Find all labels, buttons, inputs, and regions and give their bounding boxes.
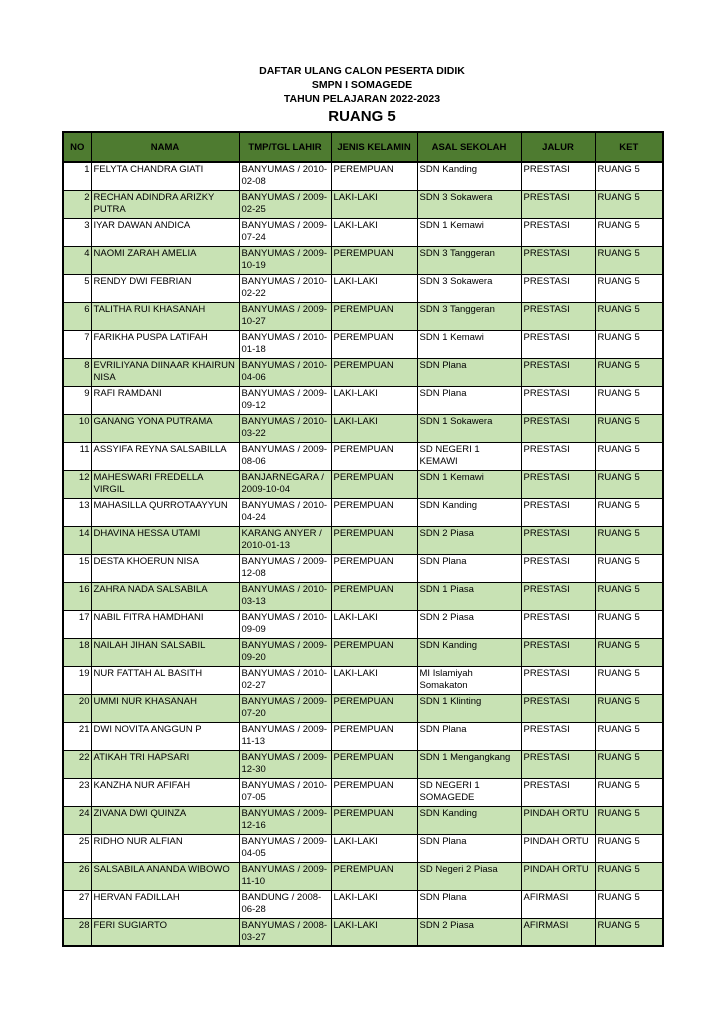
cell-jalur: AFIRMASI <box>521 890 595 918</box>
cell-tmp-tgl-lahir: BANYUMAS / 2009-12-16 <box>239 806 331 834</box>
cell-nama: RENDY DWI FEBRIAN <box>91 274 239 302</box>
cell-jalur: PRESTASI <box>521 498 595 526</box>
cell-ket: RUANG 5 <box>595 498 663 526</box>
cell-jenis-kelamin: PEREMPUAN <box>331 806 417 834</box>
cell-tmp-tgl-lahir: BANYUMAS / 2010-09-09 <box>239 610 331 638</box>
cell-asal-sekolah: SD NEGERI 1 KEMAWI <box>417 442 521 470</box>
cell-ket: RUANG 5 <box>595 918 663 946</box>
cell-ket: RUANG 5 <box>595 218 663 246</box>
cell-ket: RUANG 5 <box>595 834 663 862</box>
table-row <box>63 330 663 358</box>
cell-jenis-kelamin: PEREMPUAN <box>331 638 417 666</box>
cell-jenis-kelamin: PEREMPUAN <box>331 554 417 582</box>
cell-no: 1 <box>63 162 91 190</box>
cell-no: 24 <box>63 806 91 834</box>
cell-tmp-tgl-lahir: BANJARNEGARA / 2009-10-04 <box>239 470 331 498</box>
cell-tmp-tgl-lahir: BANYUMAS / 2009-09-12 <box>239 386 331 414</box>
cell-jenis-kelamin: LAKI-LAKI <box>331 890 417 918</box>
cell-tmp-tgl-lahir: BANYUMAS / 2010-01-18 <box>239 330 331 358</box>
cell-no: 26 <box>63 862 91 890</box>
cell-jenis-kelamin: LAKI-LAKI <box>331 190 417 218</box>
cell-tmp-tgl-lahir: BANYUMAS / 2009-11-13 <box>239 722 331 750</box>
cell-jalur: PRESTASI <box>521 778 595 806</box>
cell-tmp-tgl-lahir: BANYUMAS / 2009-10-19 <box>239 246 331 274</box>
table-row <box>63 162 663 190</box>
academic-year: TAHUN PELAJARAN 2022-2023 <box>283 93 441 105</box>
cell-no: 17 <box>63 610 91 638</box>
cell-asal-sekolah: SDN Kanding <box>417 638 521 666</box>
column-header-nama: NAMA <box>91 132 239 162</box>
table-row <box>63 862 663 890</box>
cell-jenis-kelamin: PEREMPUAN <box>331 750 417 778</box>
table-row <box>63 778 663 806</box>
cell-no: 13 <box>63 498 91 526</box>
cell-tmp-tgl-lahir: BANYUMAS / 2009-02-25 <box>239 190 331 218</box>
cell-ket: RUANG 5 <box>595 582 663 610</box>
cell-asal-sekolah: SDN Plana <box>417 358 521 386</box>
cell-nama: DHAVINA HESSA UTAMI <box>91 526 239 554</box>
cell-tmp-tgl-lahir: BANYUMAS / 2010-03-13 <box>239 582 331 610</box>
cell-ket: RUANG 5 <box>595 526 663 554</box>
cell-asal-sekolah: SDN 1 Piasa <box>417 582 521 610</box>
table-row <box>63 582 663 610</box>
cell-nama: SALSABILA ANANDA WIBOWO <box>91 862 239 890</box>
cell-ket: RUANG 5 <box>595 358 663 386</box>
room-label: RUANG 5 <box>328 108 396 125</box>
cell-jalur: PINDAH ORTU <box>521 806 595 834</box>
cell-ket: RUANG 5 <box>595 414 663 442</box>
title-block <box>0 64 724 126</box>
table-header-row <box>63 132 663 162</box>
students-table <box>62 131 664 947</box>
cell-tmp-tgl-lahir: KARANG ANYER / 2010-01-13 <box>239 526 331 554</box>
cell-no: 14 <box>63 526 91 554</box>
cell-no: 16 <box>63 582 91 610</box>
cell-ket: RUANG 5 <box>595 750 663 778</box>
cell-nama: ASSYIFA REYNA SALSABILLA <box>91 442 239 470</box>
cell-asal-sekolah: SDN 2 Piasa <box>417 610 521 638</box>
cell-no: 21 <box>63 722 91 750</box>
cell-jenis-kelamin: PEREMPUAN <box>331 694 417 722</box>
cell-nama: RAFI RAMDANI <box>91 386 239 414</box>
cell-nama: TALITHA RUI KHASANAH <box>91 302 239 330</box>
cell-tmp-tgl-lahir: BANYUMAS / 2008-03-27 <box>239 918 331 946</box>
table-row <box>63 666 663 694</box>
cell-ket: RUANG 5 <box>595 274 663 302</box>
table-row <box>63 890 663 918</box>
cell-no: 27 <box>63 890 91 918</box>
cell-tmp-tgl-lahir: BANYUMAS / 2010-02-22 <box>239 274 331 302</box>
cell-tmp-tgl-lahir: BANYUMAS / 2009-09-20 <box>239 638 331 666</box>
school-name: SMPN I SOMAGEDE <box>311 79 413 91</box>
cell-nama: FARIKHA PUSPA LATIFAH <box>91 330 239 358</box>
cell-asal-sekolah: SDN Kanding <box>417 162 521 190</box>
cell-tmp-tgl-lahir: BANYUMAS / 2010-02-08 <box>239 162 331 190</box>
table-row <box>63 386 663 414</box>
table-row <box>63 470 663 498</box>
table-row <box>63 638 663 666</box>
cell-jalur: PRESTASI <box>521 666 595 694</box>
cell-ket: RUANG 5 <box>595 302 663 330</box>
cell-tmp-tgl-lahir: BANYUMAS / 2010-04-24 <box>239 498 331 526</box>
cell-jalur: PRESTASI <box>521 330 595 358</box>
cell-asal-sekolah: SDN 3 Sokawera <box>417 274 521 302</box>
cell-jalur: PRESTASI <box>521 386 595 414</box>
cell-asal-sekolah: SDN 3 Tanggeran <box>417 302 521 330</box>
cell-no: 4 <box>63 246 91 274</box>
cell-asal-sekolah: SDN 1 Sokawera <box>417 414 521 442</box>
cell-asal-sekolah: SDN 2 Piasa <box>417 918 521 946</box>
cell-jalur: PRESTASI <box>521 554 595 582</box>
cell-ket: RUANG 5 <box>595 638 663 666</box>
cell-no: 5 <box>63 274 91 302</box>
cell-nama: IYAR DAWAN ANDICA <box>91 218 239 246</box>
cell-asal-sekolah: SDN 1 Kemawi <box>417 330 521 358</box>
cell-tmp-tgl-lahir: BANYUMAS / 2009-07-24 <box>239 218 331 246</box>
cell-tmp-tgl-lahir: BANYUMAS / 2009-11-10 <box>239 862 331 890</box>
cell-nama: NAILAH JIHAN SALSABIL <box>91 638 239 666</box>
cell-asal-sekolah: SDN Plana <box>417 722 521 750</box>
cell-nama: NABIL FITRA HAMDHANI <box>91 610 239 638</box>
cell-jalur: PRESTASI <box>521 638 595 666</box>
document-title: DAFTAR ULANG CALON PESERTA DIDIK <box>259 65 465 77</box>
cell-jenis-kelamin: LAKI-LAKI <box>331 274 417 302</box>
cell-jalur: PRESTASI <box>521 414 595 442</box>
table-row <box>63 526 663 554</box>
cell-asal-sekolah: SDN Plana <box>417 890 521 918</box>
cell-jenis-kelamin: PEREMPUAN <box>331 330 417 358</box>
cell-ket: RUANG 5 <box>595 722 663 750</box>
cell-jenis-kelamin: PEREMPUAN <box>331 526 417 554</box>
cell-asal-sekolah: SD NEGERI 1 SOMAGEDE <box>417 778 521 806</box>
column-header-asal-sekolah: ASAL SEKOLAH <box>417 132 521 162</box>
cell-nama: MAHASILLA QURROTAAYYUN <box>91 498 239 526</box>
table-row <box>63 554 663 582</box>
table-body <box>63 162 663 946</box>
cell-jalur: AFIRMASI <box>521 918 595 946</box>
cell-jalur: PRESTASI <box>521 190 595 218</box>
cell-jalur: PRESTASI <box>521 722 595 750</box>
cell-asal-sekolah: SDN 2 Piasa <box>417 526 521 554</box>
cell-jenis-kelamin: PEREMPUAN <box>331 246 417 274</box>
cell-jalur: PRESTASI <box>521 246 595 274</box>
cell-ket: RUANG 5 <box>595 610 663 638</box>
cell-jenis-kelamin: PEREMPUAN <box>331 862 417 890</box>
cell-jenis-kelamin: LAKI-LAKI <box>331 610 417 638</box>
cell-jalur: PRESTASI <box>521 358 595 386</box>
cell-nama: ATIKAH TRI HAPSARI <box>91 750 239 778</box>
cell-ket: RUANG 5 <box>595 554 663 582</box>
cell-nama: FELYTA CHANDRA GIATI <box>91 162 239 190</box>
table-row <box>63 274 663 302</box>
cell-jalur: PRESTASI <box>521 274 595 302</box>
cell-nama: ZAHRA NADA SALSABILA <box>91 582 239 610</box>
cell-no: 28 <box>63 918 91 946</box>
cell-jenis-kelamin: LAKI-LAKI <box>331 414 417 442</box>
cell-asal-sekolah: SDN 1 Kemawi <box>417 470 521 498</box>
cell-ket: RUANG 5 <box>595 442 663 470</box>
cell-ket: RUANG 5 <box>595 806 663 834</box>
cell-tmp-tgl-lahir: BANYUMAS / 2009-10-27 <box>239 302 331 330</box>
cell-nama: MAHESWARI FREDELLA VIRGIL <box>91 470 239 498</box>
table-row <box>63 610 663 638</box>
cell-no: 2 <box>63 190 91 218</box>
cell-tmp-tgl-lahir: BANDUNG / 2008-06-28 <box>239 890 331 918</box>
cell-jalur: PRESTASI <box>521 218 595 246</box>
cell-ket: RUANG 5 <box>595 890 663 918</box>
cell-jenis-kelamin: PEREMPUAN <box>331 302 417 330</box>
cell-ket: RUANG 5 <box>595 694 663 722</box>
column-header-ket: KET <box>595 132 663 162</box>
cell-nama: RECHAN ADINDRA ARIZKY PUTRA <box>91 190 239 218</box>
cell-asal-sekolah: SDN 3 Sokawera <box>417 190 521 218</box>
cell-ket: RUANG 5 <box>595 862 663 890</box>
cell-jalur: PRESTASI <box>521 302 595 330</box>
table-row <box>63 750 663 778</box>
cell-jenis-kelamin: LAKI-LAKI <box>331 666 417 694</box>
cell-jenis-kelamin: LAKI-LAKI <box>331 834 417 862</box>
cell-nama: UMMI NUR KHASANAH <box>91 694 239 722</box>
table-row <box>63 302 663 330</box>
cell-no: 3 <box>63 218 91 246</box>
cell-nama: NAOMI ZARAH AMELIA <box>91 246 239 274</box>
cell-jenis-kelamin: LAKI-LAKI <box>331 918 417 946</box>
table-row <box>63 358 663 386</box>
cell-jenis-kelamin: PEREMPUAN <box>331 722 417 750</box>
cell-ket: RUANG 5 <box>595 386 663 414</box>
cell-no: 10 <box>63 414 91 442</box>
cell-asal-sekolah: SDN 3 Tanggeran <box>417 246 521 274</box>
table-row <box>63 834 663 862</box>
cell-tmp-tgl-lahir: BANYUMAS / 2010-07-05 <box>239 778 331 806</box>
cell-nama: DESTA KHOERUN NISA <box>91 554 239 582</box>
cell-nama: EVRILIYANA DIINAAR KHAIRUN NISA <box>91 358 239 386</box>
table-row <box>63 190 663 218</box>
cell-jenis-kelamin: PEREMPUAN <box>331 582 417 610</box>
cell-asal-sekolah: SDN Plana <box>417 554 521 582</box>
cell-nama: ZIVANA DWI QUINZA <box>91 806 239 834</box>
cell-jalur: PRESTASI <box>521 442 595 470</box>
cell-no: 9 <box>63 386 91 414</box>
cell-asal-sekolah: SDN Plana <box>417 834 521 862</box>
cell-jenis-kelamin: PEREMPUAN <box>331 470 417 498</box>
table-row <box>63 694 663 722</box>
cell-tmp-tgl-lahir: BANYUMAS / 2010-02-27 <box>239 666 331 694</box>
cell-no: 11 <box>63 442 91 470</box>
cell-tmp-tgl-lahir: BANYUMAS / 2009-04-05 <box>239 834 331 862</box>
table-row <box>63 918 663 946</box>
cell-no: 19 <box>63 666 91 694</box>
cell-jalur: PINDAH ORTU <box>521 834 595 862</box>
cell-asal-sekolah: SDN Kanding <box>417 498 521 526</box>
cell-no: 22 <box>63 750 91 778</box>
cell-nama: FERI SUGIARTO <box>91 918 239 946</box>
cell-tmp-tgl-lahir: BANYUMAS / 2010-04-06 <box>239 358 331 386</box>
cell-no: 25 <box>63 834 91 862</box>
cell-asal-sekolah: SDN 1 Kemawi <box>417 218 521 246</box>
cell-tmp-tgl-lahir: BANYUMAS / 2009-12-08 <box>239 554 331 582</box>
cell-jenis-kelamin: PEREMPUAN <box>331 498 417 526</box>
cell-nama: KANZHA NUR AFIFAH <box>91 778 239 806</box>
table-row <box>63 806 663 834</box>
cell-asal-sekolah: SDN 1 Klinting <box>417 694 521 722</box>
cell-no: 20 <box>63 694 91 722</box>
cell-nama: NUR FATTAH AL BASITH <box>91 666 239 694</box>
column-header-jenis-kelamin: JENIS KELAMIN <box>331 132 417 162</box>
column-header-no: NO <box>63 132 91 162</box>
cell-asal-sekolah: SDN 1 Mengangkang <box>417 750 521 778</box>
column-header-tmp-tgl-lahir: TMP/TGL LAHIR <box>239 132 331 162</box>
cell-asal-sekolah: SD Negeri 2 Piasa <box>417 862 521 890</box>
cell-jalur: PRESTASI <box>521 162 595 190</box>
table-row <box>63 414 663 442</box>
cell-ket: RUANG 5 <box>595 666 663 694</box>
table-row <box>63 442 663 470</box>
table-row <box>63 218 663 246</box>
cell-jenis-kelamin: LAKI-LAKI <box>331 386 417 414</box>
cell-nama: RIDHO NUR ALFIAN <box>91 834 239 862</box>
cell-tmp-tgl-lahir: BANYUMAS / 2009-07-20 <box>239 694 331 722</box>
cell-no: 7 <box>63 330 91 358</box>
cell-jenis-kelamin: PEREMPUAN <box>331 162 417 190</box>
cell-asal-sekolah: MI Islamiyah Somakaton <box>417 666 521 694</box>
cell-no: 8 <box>63 358 91 386</box>
cell-tmp-tgl-lahir: BANYUMAS / 2010-03-22 <box>239 414 331 442</box>
cell-nama: DWI NOVITA ANGGUN P <box>91 722 239 750</box>
cell-jalur: PRESTASI <box>521 750 595 778</box>
cell-asal-sekolah: SDN Plana <box>417 386 521 414</box>
cell-tmp-tgl-lahir: BANYUMAS / 2009-08-06 <box>239 442 331 470</box>
cell-no: 15 <box>63 554 91 582</box>
table-row <box>63 498 663 526</box>
cell-ket: RUANG 5 <box>595 190 663 218</box>
cell-no: 23 <box>63 778 91 806</box>
cell-jalur: PINDAH ORTU <box>521 862 595 890</box>
cell-jenis-kelamin: PEREMPUAN <box>331 358 417 386</box>
cell-jalur: PRESTASI <box>521 694 595 722</box>
cell-no: 12 <box>63 470 91 498</box>
cell-no: 18 <box>63 638 91 666</box>
cell-jalur: PRESTASI <box>521 470 595 498</box>
cell-jalur: PRESTASI <box>521 610 595 638</box>
column-header-jalur: JALUR <box>521 132 595 162</box>
cell-ket: RUANG 5 <box>595 330 663 358</box>
cell-ket: RUANG 5 <box>595 246 663 274</box>
cell-ket: RUANG 5 <box>595 778 663 806</box>
cell-no: 6 <box>63 302 91 330</box>
cell-nama: HERVAN FADILLAH <box>91 890 239 918</box>
table-row <box>63 722 663 750</box>
cell-jenis-kelamin: LAKI-LAKI <box>331 218 417 246</box>
cell-jalur: PRESTASI <box>521 526 595 554</box>
cell-jenis-kelamin: PEREMPUAN <box>331 778 417 806</box>
cell-ket: RUANG 5 <box>595 470 663 498</box>
cell-ket: RUANG 5 <box>595 162 663 190</box>
table-row <box>63 246 663 274</box>
cell-tmp-tgl-lahir: BANYUMAS / 2009-12-30 <box>239 750 331 778</box>
cell-nama: GANANG YONA PUTRAMA <box>91 414 239 442</box>
cell-jalur: PRESTASI <box>521 582 595 610</box>
cell-jenis-kelamin: PEREMPUAN <box>331 442 417 470</box>
cell-asal-sekolah: SDN Kanding <box>417 806 521 834</box>
